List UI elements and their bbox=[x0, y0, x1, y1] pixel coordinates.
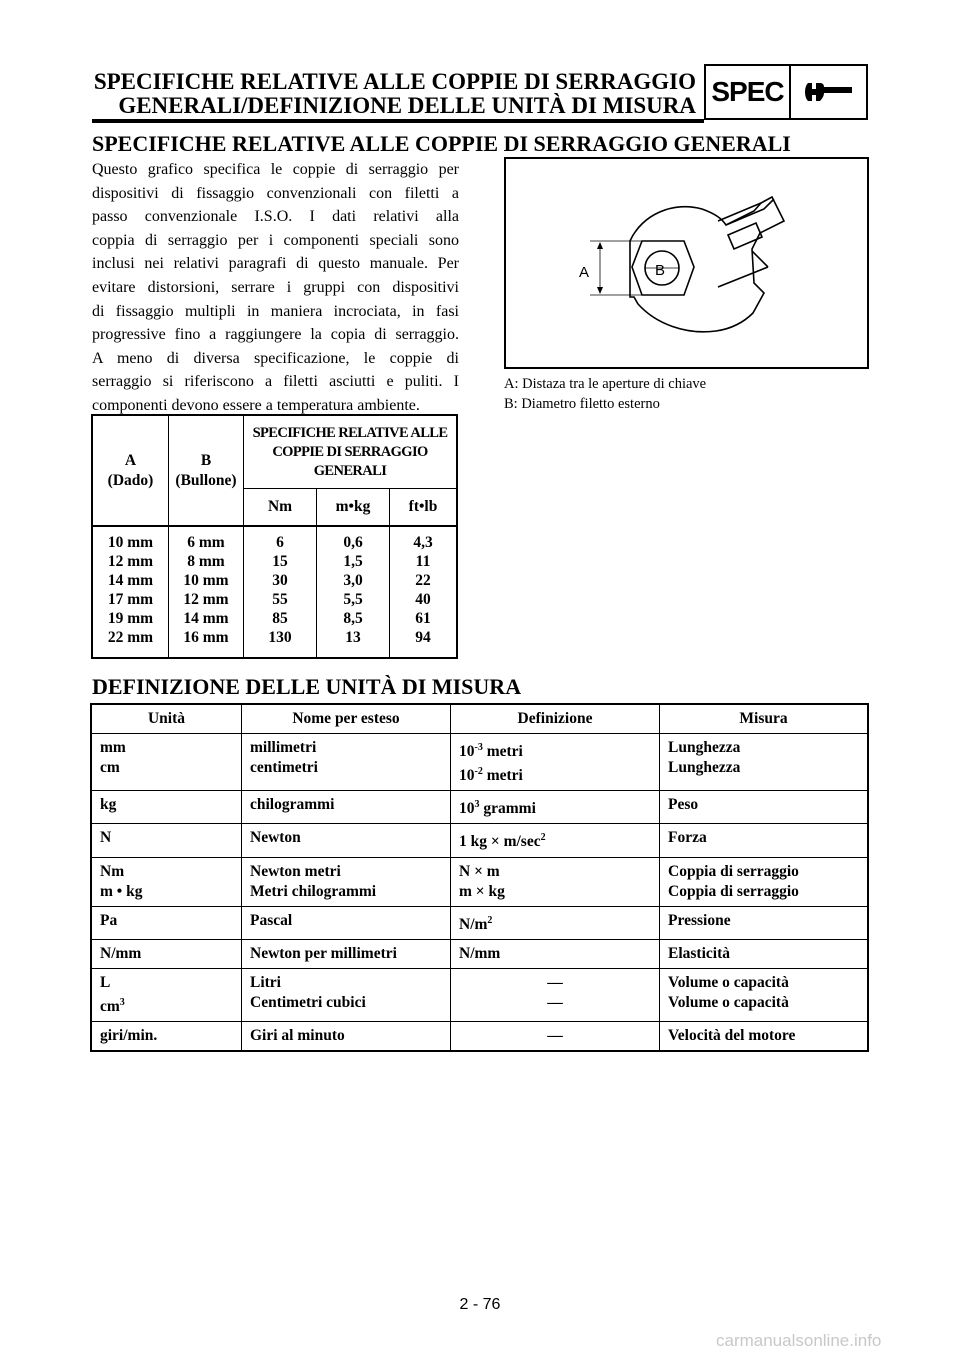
unit-cell: N/mm bbox=[91, 939, 242, 968]
watermark: carmanualsonline.info bbox=[716, 1331, 882, 1350]
measure-cell: Volume o capacità Volume o capacità bbox=[660, 968, 869, 1021]
definition-cell: — — bbox=[451, 968, 660, 1021]
header-rule bbox=[92, 119, 704, 123]
torque-spec-table bbox=[91, 414, 458, 659]
col-a-header: A (Dado) bbox=[92, 415, 169, 526]
paragraph-line: inclusi nei relativi paragrafi di questo manuale. Per bbox=[92, 255, 459, 273]
paragraph-line: evitare distorsioni, serrare i gruppi con dispositivi bbox=[92, 278, 459, 296]
name-cell: millimetri centimetri bbox=[242, 734, 451, 791]
definition-cell: $N/m^2$ bbox=[451, 906, 660, 939]
table-row bbox=[91, 906, 868, 939]
header-title-line1: SPECIFICHE RELATIVE ALLE COPPIE DI SERRAGGIO bbox=[93, 69, 696, 94]
header-title-line2: GENERALI/DEFINIZIONE DELLE UNITÀ DI MISURA bbox=[118, 93, 696, 118]
definition-cell: $10^{-3}$ metri $10^{-2}$ metri bbox=[451, 734, 660, 791]
name-cell: Newton per millimetri bbox=[242, 939, 451, 968]
paragraph-line: coppia di serraggio per i componenti speciali sono bbox=[92, 231, 459, 249]
wrench-bolt-figure bbox=[504, 157, 869, 369]
units-section-heading: DEFINIZIONE DELLE UNITÀ DI MISURA bbox=[92, 674, 522, 699]
torque-intro-paragraph bbox=[92, 158, 459, 418]
paragraph-line: di fissaggio multipli in maniera incrociata, in fasi bbox=[92, 302, 459, 320]
units-header-definition: Definizione bbox=[451, 704, 660, 734]
figure-label-b: B bbox=[655, 262, 666, 279]
col-mkg-values: 0,6 1,5 3,0 5,5 8,5 13 bbox=[317, 526, 390, 658]
table-row bbox=[91, 824, 868, 857]
paragraph-line: dispositivi di fissaggio convenzionali con filetti a bbox=[92, 184, 459, 202]
unit-header-nm: Nm bbox=[244, 489, 317, 527]
paragraph-line: componenti devono essere a temperatura ambiente. bbox=[92, 396, 420, 414]
name-cell: Pascal bbox=[242, 906, 451, 939]
paragraph-line: progressive fino a raggiungere la copia di serraggio. bbox=[92, 326, 459, 344]
spec-badge bbox=[704, 64, 868, 120]
measure-cell: Pressione bbox=[660, 906, 869, 939]
unit-cell: Pa bbox=[91, 906, 242, 939]
name-cell: Litri Centimetri cubici bbox=[242, 968, 451, 1021]
measure-cell: Lunghezza Lunghezza bbox=[660, 734, 869, 791]
units-header-unit: Unità bbox=[91, 704, 242, 734]
name-cell: Newton bbox=[242, 824, 451, 857]
caption-a: A: Distaza tra le aperture di chiave bbox=[504, 376, 707, 392]
definition-cell: N/mm bbox=[451, 939, 660, 968]
table-row bbox=[91, 734, 868, 791]
wrench-icon bbox=[791, 66, 866, 118]
figure-caption bbox=[504, 374, 706, 414]
col-a-values: 10 mm 12 mm 14 mm 17 mm 19 mm 22 mm bbox=[92, 526, 169, 658]
name-cell: chilogrammi bbox=[242, 791, 451, 824]
page-number: 2 - 76 bbox=[459, 1296, 501, 1313]
caption-b: B: Diametro filetto esterno bbox=[504, 396, 660, 412]
definition-cell: — bbox=[451, 1021, 660, 1051]
unit-header-ftlb: ft•lb bbox=[390, 489, 458, 527]
measure-cell: Coppia di serraggio Coppia di serraggio bbox=[660, 857, 869, 906]
col-nm-values: 6 15 30 55 85 130 bbox=[244, 526, 317, 658]
table-row bbox=[91, 968, 868, 1021]
unit-cell: N bbox=[91, 824, 242, 857]
name-cell: Giri al minuto bbox=[242, 1021, 451, 1051]
header-title bbox=[88, 70, 696, 118]
col-b-values: 6 mm 8 mm 10 mm 12 mm 14 mm 16 mm bbox=[169, 526, 244, 658]
units-definition-table bbox=[90, 703, 869, 1052]
definition-cell: 1 kg × $m/\sec^2$ bbox=[451, 824, 660, 857]
table-row bbox=[91, 1021, 868, 1051]
unit-header-mkg: m•kg bbox=[317, 489, 390, 527]
unit-cell: giri/min. bbox=[91, 1021, 242, 1051]
paragraph-line: serraggio si riferiscono a filetti asciutti e puliti. I bbox=[92, 373, 459, 391]
paragraph-line: passo convenzionale I.S.O. I dati relativi alla bbox=[92, 208, 459, 226]
spec-badge-label: SPEC bbox=[706, 66, 791, 118]
table-row bbox=[91, 857, 868, 906]
torque-section-heading: SPECIFICHE RELATIVE ALLE COPPIE DI SERRAGGIO GENERALI bbox=[92, 131, 791, 156]
paragraph-line: A meno di diversa specificazione, le coppie di bbox=[92, 349, 459, 367]
measure-cell: Forza bbox=[660, 824, 869, 857]
units-header-name: Nome per esteso bbox=[242, 704, 451, 734]
table-row bbox=[91, 939, 868, 968]
unit-cell: L $cm^3$ bbox=[91, 968, 242, 1021]
unit-cell: mm cm bbox=[91, 734, 242, 791]
unit-cell: Nm m • kg bbox=[91, 857, 242, 906]
definition-cell: $10^3$ grammi bbox=[451, 791, 660, 824]
units-header-measure: Misura bbox=[660, 704, 869, 734]
table-row bbox=[91, 791, 868, 824]
measure-cell: Velocità del motore bbox=[660, 1021, 869, 1051]
paragraph-line: Questo grafico specifica le coppie di serraggio per bbox=[92, 161, 459, 178]
group-header: SPECIFICHE RELATIVE ALLE COPPIE DI SERRAGGIO GENERALI bbox=[244, 415, 458, 489]
col-ftlb-values: 4,3 11 22 40 61 94 bbox=[390, 526, 458, 658]
definition-cell: N × m m × kg bbox=[451, 857, 660, 906]
measure-cell: Elasticità bbox=[660, 939, 869, 968]
name-cell: Newton metri Metri chilogrammi bbox=[242, 857, 451, 906]
figure-label-a: A bbox=[579, 264, 590, 281]
wrench-bolt-diagram bbox=[506, 159, 867, 367]
measure-cell: Peso bbox=[660, 791, 869, 824]
col-b-header: B (Bullone) bbox=[169, 415, 244, 526]
unit-cell: kg bbox=[91, 791, 242, 824]
